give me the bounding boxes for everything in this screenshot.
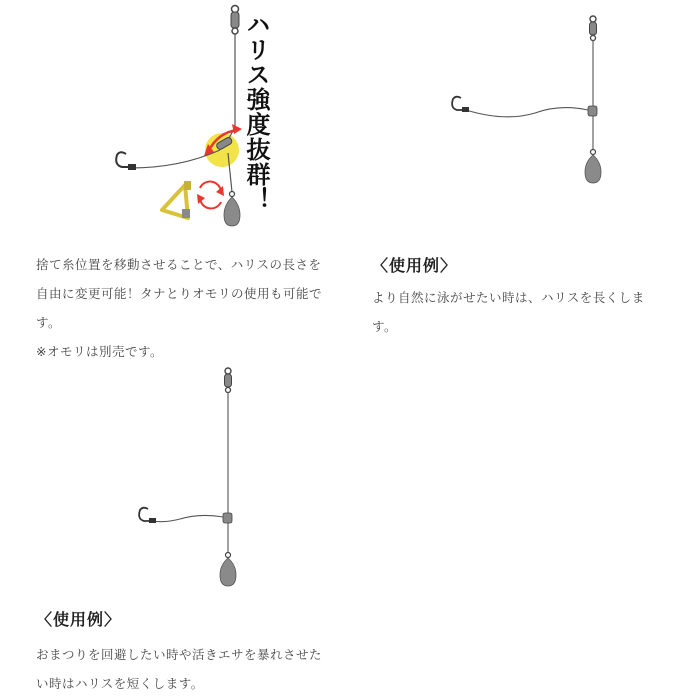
sinker-icon [224,192,240,227]
hook-icon [452,97,469,112]
description-adjustable [36,250,356,366]
description-line: おまつりを回避したい時や活きエサを暴れさせた [36,647,323,662]
swivel-icon [225,368,232,393]
description-line: す。 [36,315,62,330]
description-line: 自由に変更可能！タナとりオモリの使用も可能で [36,286,323,301]
rig-illustration-short-leader [130,365,330,595]
description-line: より自然に泳がせたい時は、ハリスを長くしま [372,290,645,305]
hook-icon [139,508,156,523]
swivel-icon [223,513,232,523]
sinker-icon [585,150,601,184]
swivel-icon [590,16,597,41]
hook-icon [116,152,136,170]
leader-line [152,515,223,521]
swivel-icon [231,6,239,35]
rig-illustration-long-leader [440,10,640,190]
note-line: ※オモリは別売です。 [36,344,163,359]
usage-example-heading: 〈使用例〉 [372,256,458,275]
description-long-leader [372,283,692,341]
sinker-icon [220,553,236,587]
leader-line [466,108,588,117]
description-line: 捨て糸位置を移動させることで、ハリスの長さを [36,257,322,272]
rotate-arrows-icon [197,182,224,209]
swivel-icon [588,106,597,116]
headline: ハリス強度抜群！ [242,12,270,212]
description-short-leader [36,640,356,698]
description-line: す。 [372,319,398,334]
description-line: い時はハリスを短くします。 [36,676,204,691]
triangle-sinker-icon [162,181,191,218]
usage-example-heading: 〈使用例〉 [36,610,122,629]
